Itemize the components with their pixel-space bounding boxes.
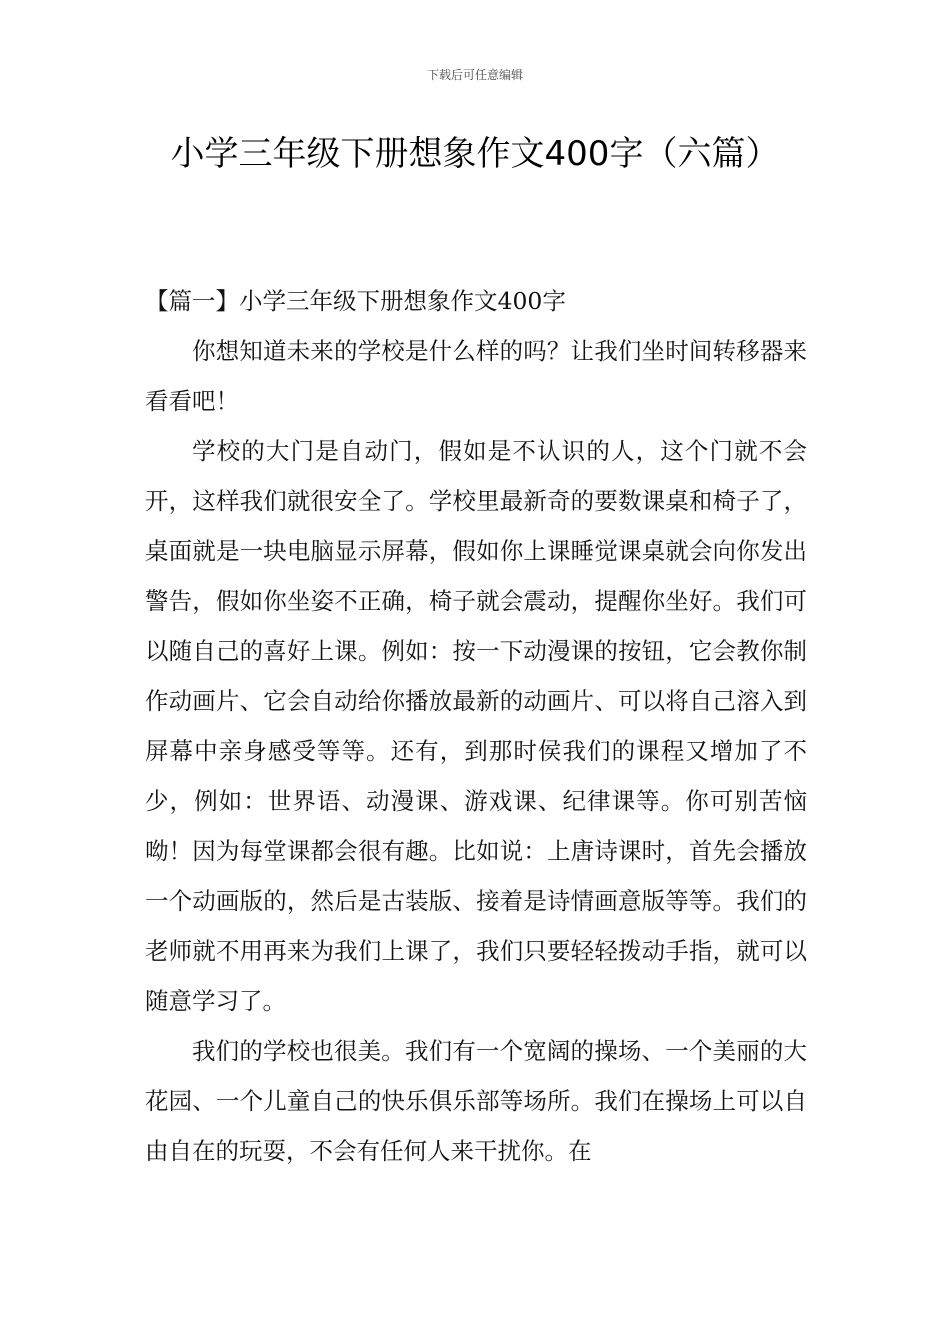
paragraph-2: 学校的大门是自动门，假如是不认识的人，这个门就不会开，这样我们就很安全了。学校里最新奇的要数课桌和椅子了，桌面就是一块电脑显示屏幕，假如你上课睡觉课桌就会向你发出警告，假如你坐姿不正确，椅子就会震动，提醒你坐好。我们可以随自己的喜好上课。例如：按一下动漫课的按钮，它会教你制作动画片、它会自动给你播放最新的动画片、可以将自己溶入到屏幕中亲身感受等等。还有，到那时侯我们的课程又增加了不少，例如：世界语、动漫课、游戏课、纪律课等。你可别苦恼呦！因为每堂课都会很有趣。比如说：上唐诗课时，首先会播放一个动画版的，然后是古装版、接着是诗情画意版等等。我们的老师就不用再来为我们上课了，我们只要轻轻拨动手指，就可以随意学习了。 — [145, 437, 807, 1015]
paragraph-3: 我们的学校也很美。我们有一个宽阔的操场、一个美丽的大花园、一个儿童自己的快乐俱乐部等场所。我们在操场上可以自由自在的玩耍，不会有任何人来干扰你。在 — [145, 1037, 807, 1165]
paragraph-1: 你想知道未来的学校是什么样的吗？让我们坐时间转移器来看看吧！ — [145, 337, 807, 415]
section-heading: 【篇一】小学三年级下册想象作文400字 — [145, 287, 566, 315]
document-body — [145, 276, 807, 1176]
header-note: 下载后可任意编辑 — [426, 68, 523, 82]
document-title: 小学三年级下册想象作文400字（六篇） — [170, 134, 780, 174]
